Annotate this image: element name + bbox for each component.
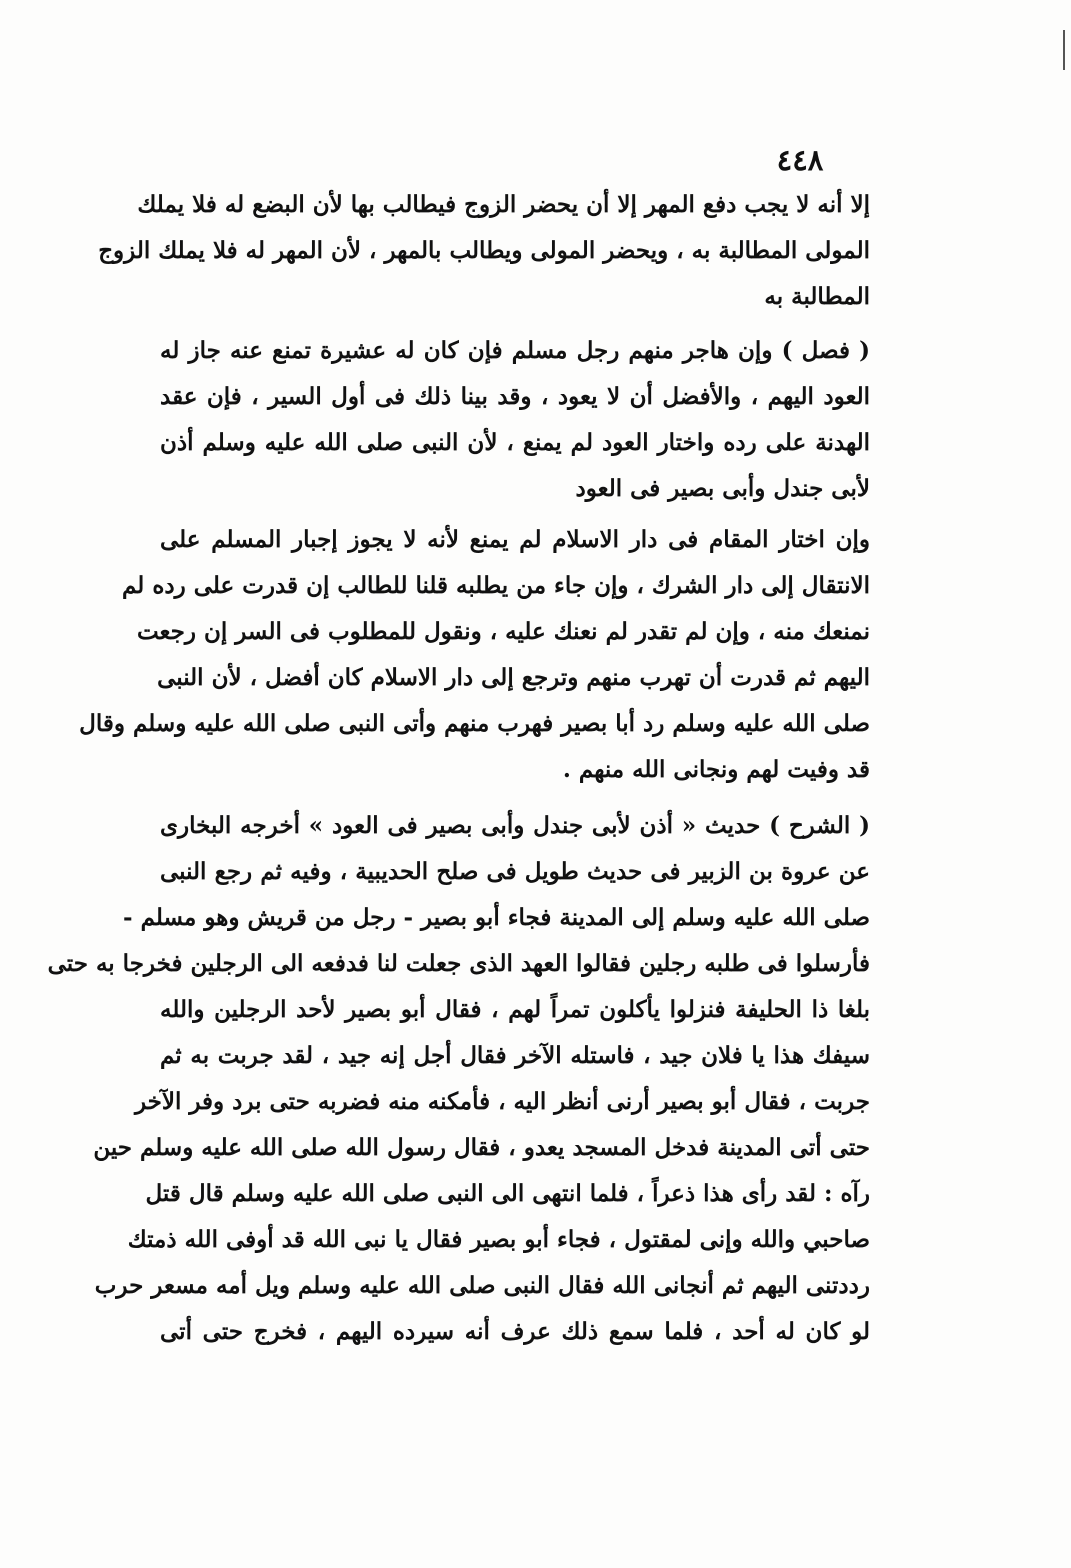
text-line: قد وفيت لهم ونجانى الله منهم . [562, 756, 870, 783]
text-line: عن عروة بن الزبير فى حديث طويل فى صلح الحديبية ، وفيه ثم رجع النبى [160, 858, 870, 885]
text-line: حتى أتى المدينة فدخل المسجد يعدو ، فقال رسول الله صلى الله عليه وسلم حين [93, 1134, 870, 1161]
text-line: نمنعك منه ، وإن لم تقدر لم نعنك عليه ، ونقول للمطلوب فى السر إن رجعت [136, 618, 870, 645]
text-line: اليهم ثم قدرت أن تهرب منهم وترجع إلى دار الاسلام كان أفضل ، لأن النبى [157, 664, 870, 691]
text-line: لو كان له أحد ، فلما سمع ذلك عرف أنه سيرده اليهم ، فخرج حتى أتى [160, 1318, 870, 1345]
paragraph-residence [79, 517, 870, 793]
text-line: الهدنة على رده واختار العود لم يمنع ، لأن النبى صلى الله عليه وسلم أذن [160, 429, 870, 456]
text-line: صلى الله عليه وسلم رد أبا بصير فهرب منهم وأتى النبى صلى الله عليه وسلم وقال [79, 710, 870, 737]
text-line: الانتقال إلى دار الشرك ، وإن جاء من يطلبه قلنا للطالب إن قدرت على رده لم [122, 572, 870, 599]
text-line: ( الشرح ) حديث « أذن لأبى جندل وأبى بصير فى العود » أخرجه البخارى [160, 812, 870, 839]
text-line: صلى الله عليه وسلم إلى المدينة فجاء أبو بصير - رجل من قريش وهو مسلم - [123, 904, 870, 931]
text-line: المطالبة به [764, 283, 870, 310]
text-line: بلغا ذا الحليفة فنزلوا يأكلون تمراً لهم ، فقال أبو بصير لأحد الرجلين والله [160, 996, 870, 1023]
text-line: رددتنى اليهم ثم أنجانى الله فقال النبى صلى الله عليه وسلم ويل أمه مسعر حرب [94, 1272, 870, 1299]
text-line: جربت ، فقال أبو بصير أرنى أنظر اليه ، فأمكنه منه فضربه حتى برد وفر الآخر [134, 1088, 870, 1115]
text-line: ( فصل ) وإن هاجر منهم رجل مسلم فإن كان له عشيرة تمنع عنه جاز له [160, 337, 870, 364]
scan-edge-mark [1055, 30, 1065, 70]
text-line: فأرسلوا فى طلبه رجلين فقالوا العهد الذى جعلت لنا فدفعه الى الرجلين فخرجا به حتى [47, 950, 870, 977]
text-line: وإن اختار المقام فى دار الاسلام لم يمنع لأنه لا يجوز إجبار المسلم على [160, 526, 870, 553]
text-line: سيفك هذا يا فلان جيد ، فاستله الآخر فقال أجل إنه جيد ، لقد جربت به ثم [160, 1042, 870, 1069]
page-number: ٤٤٨ [776, 143, 824, 177]
text-line: صاحبي والله وإنى لمقتول ، فجاء أبو بصير فقال يا نبى الله قد أوفى الله ذمتك [127, 1226, 870, 1253]
text-line: رآه : لقد رأى هذا ذعراً ، فلما انتهى الى النبى صلى الله عليه وسلم قال قتل [145, 1180, 870, 1207]
text-line: لأبى جندل وأبى بصير فى العود [575, 475, 870, 502]
text-line: المولى المطالبة به ، ويحضر المولى ويطالب بالمهر ، لأن المهر له فلا يملك الزوج [98, 237, 870, 264]
text-line: العود اليهم ، والأفضل أن لا يعود ، وقد بينا ذلك فى أول السير ، فإن عقد [160, 383, 870, 410]
text-line: إلا أنه لا يجب دفع المهر إلا أن يحضر الزوج فيطالب بها لأن البضع له فلا يملك [137, 191, 870, 218]
paragraph-sharh [47, 803, 870, 1355]
paragraph-dowry [98, 182, 870, 320]
paragraph-fasl [160, 328, 870, 512]
